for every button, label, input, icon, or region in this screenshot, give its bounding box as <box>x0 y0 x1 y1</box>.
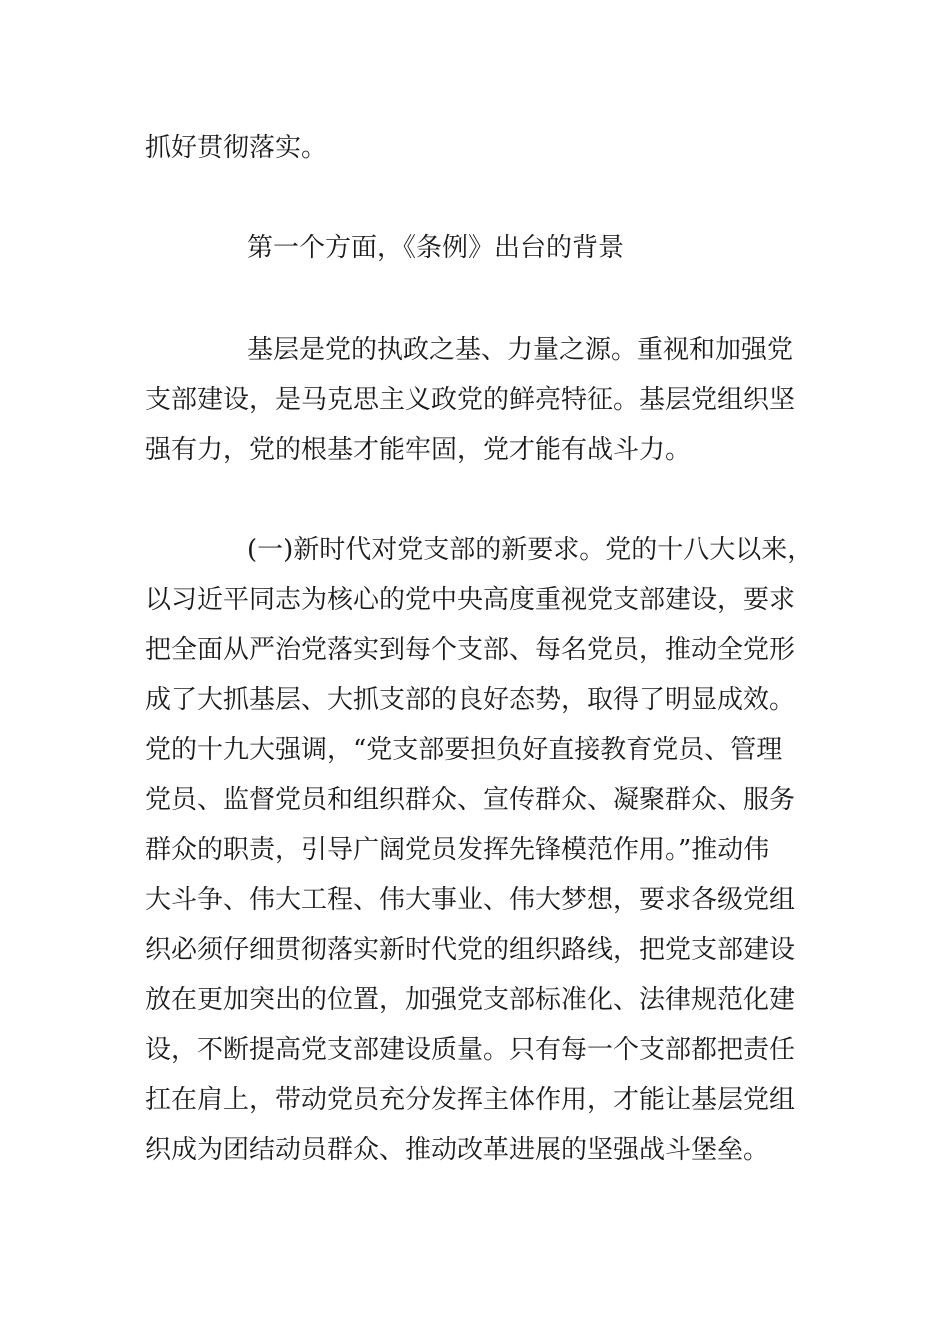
text-line: 大斗争、伟大工程、伟大事业、伟大梦想，要求各级党组 <box>145 885 796 915</box>
text-line: 群众的职责，引导广阔党员发挥先锋模范作用。”推动伟 <box>145 835 770 865</box>
text-line: 基层是党的执政之基、力量之源。重视和加强党 <box>247 335 794 365</box>
text-line: 党员、监督党员和组织群众、宣传群众、凝聚群众、服务 <box>145 785 796 815</box>
text-line: 成了大抓基层、大抓支部的良好态势，取得了明显成效。 <box>145 685 796 715</box>
text-line: 抓好贯彻落实。 <box>145 133 328 163</box>
section-heading: 第一个方面，《条例》出台的背景 <box>247 233 625 263</box>
text-line: (一)新时代对党支部的新要求。党的十八大以来， <box>247 535 814 565</box>
text-line: 设，不断提高党支部建设质量。只有每一个支部都把责任 <box>145 1035 796 1065</box>
text-line: 织成为团结动员群众、推动改革进展的坚强战斗堡垒。 <box>145 1135 770 1165</box>
text-line: 放在更加突出的位置，加强党支部标准化、法律规范化建 <box>145 985 796 1015</box>
text-line: 把全面从严治党落实到每个支部、每名党员，推动全党形 <box>145 635 796 665</box>
text-line: 党的十九大强调，“党支部要担负好直接教育党员、管理 <box>145 735 783 765</box>
text-line: 支部建设，是马克思主义政党的鲜亮特征。基层党组织坚 <box>145 385 796 415</box>
text-line: 强有力，党的根基才能牢固，党才能有战斗力。 <box>145 435 692 465</box>
text-line: 以习近平同志为核心的党中央高度重视党支部建设，要求 <box>145 585 796 615</box>
text-line: 扛在肩上，带动党员充分发挥主体作用，才能让基层党组 <box>145 1085 796 1115</box>
text-line: 织必须仔细贯彻落实新时代党的组织路线，把党支部建设 <box>145 935 796 965</box>
